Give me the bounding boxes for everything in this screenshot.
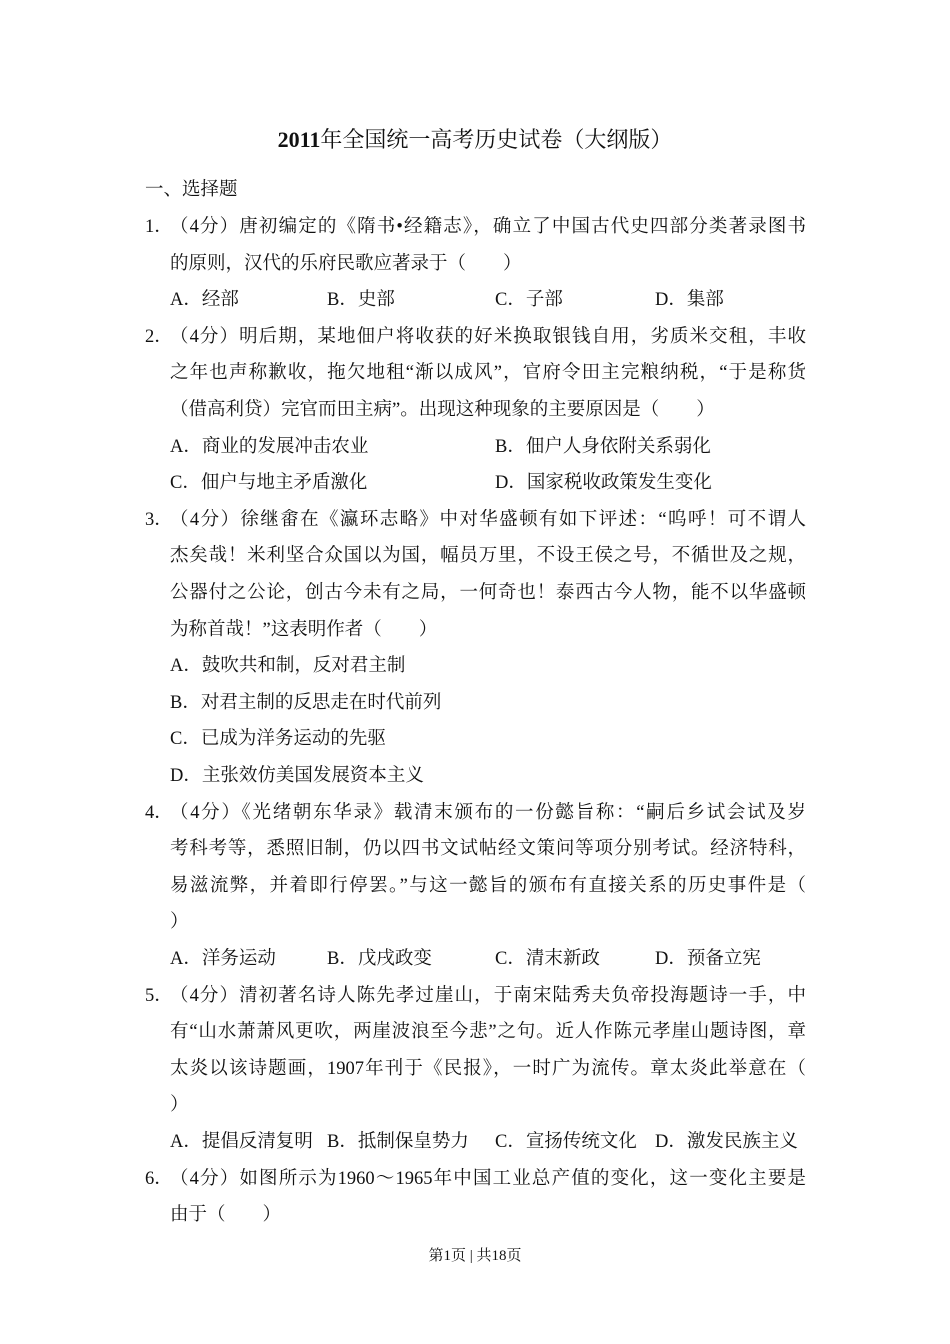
question-text: 清初著名诗人陈先孝过崖山，于南宋陆秀夫负帝投海题诗一手，中 [239,985,806,1006]
choice-a[interactable] [170,652,405,680]
section-heading: 一、选择题 [145,180,238,200]
question-text: （借高利贷）完官而田主病”。出现这种现象的主要原因是（ ） [170,400,715,420]
question-stem-line [170,835,806,863]
question-stem-line [170,872,806,900]
choice-b[interactable] [327,1128,469,1156]
choice-a[interactable] [170,1128,313,1156]
question-number: 5． [145,985,173,1006]
question-number: 2． [145,326,173,347]
question-text: 之年也声称歉收，拖欠地租“渐以成风”，官府令田主完粮纳税，“于是称货 [170,363,806,384]
question-text: 太炎以该诗题画，1907年刊于《民报》，一时广为流传。章太炎此举意在（ [170,1058,806,1079]
question-stem-line [170,213,806,241]
question-text: 为称首哉！”这表明作者（ ） [170,619,438,640]
choice-c[interactable] [495,945,600,973]
choice-label: A． [170,949,202,969]
question-stem-line [170,982,806,1010]
choice-label: A． [170,1132,202,1152]
question-stem-line [170,250,806,278]
question-text: 有“山水萧萧风更吹，两崖波浪至今悲”之句。近人作陈元孝崖山题诗图，章 [170,1022,806,1043]
question-text: 如图所示为1960～1965年中国工业总产值的变化，这一变化主要是 [239,1168,806,1189]
question-stem-line [170,616,806,644]
choice-label: C． [495,1132,526,1152]
choice-text: 已成为洋务运动的先驱 [200,729,386,750]
choice-label: D． [495,473,527,494]
question-number: 3． [145,509,173,530]
choice-label: B． [327,1132,358,1152]
choice-text: 提倡反清复明 [201,1132,313,1152]
choice-label: C． [495,949,526,969]
question-stem-line [170,1055,806,1083]
choice-label: D． [170,766,202,786]
question-stem-line [170,359,806,387]
choice-text: 国家税收政策发生变化 [526,473,712,494]
question-text: 明后期，某地佃户将收获的好米换取银钱自用，劣质米交租，丰收 [239,326,806,347]
question-stem-line [170,506,806,534]
choice-c[interactable] [170,725,386,753]
question-text: 易滋流弊，并着即行停罢。”与这一懿旨的颁布有直接关系的历史事件是（ [170,875,806,896]
choice-label: C． [170,729,201,750]
question-score: （4分） [170,802,242,823]
choice-label: D． [655,290,687,311]
choice-text: 集部 [686,290,724,311]
choice-c[interactable] [495,1128,637,1156]
choice-label: B． [327,949,358,969]
choice-b[interactable] [327,286,395,314]
choice-b[interactable] [170,689,441,717]
choice-a[interactable] [170,433,368,461]
question-score: （4分） [170,217,240,237]
choice-text: 佃户人身依附关系弱化 [525,436,711,457]
choice-d[interactable] [495,469,712,497]
question-stem-line [170,396,806,424]
page-footer: 第1页 | 共18页 [428,1248,522,1264]
choice-text: 商业的发展冲击农业 [201,436,369,457]
question-text: 徐继畬在《瀛环志略》中对华盛顿有如下评述：“呜呼！可不谓人 [240,509,806,530]
question-stem-line [170,1201,806,1229]
choice-text: 史部 [357,290,395,311]
question-text: 由于（ ） [170,1205,282,1226]
choice-text: 经部 [201,290,239,311]
title-year: 2011 [277,127,321,152]
choice-label: D． [655,1132,687,1152]
choice-text: 对君主制的反思走在时代前列 [200,692,442,713]
choice-text: 子部 [525,290,563,311]
question-stem-line [170,908,806,936]
page-title [0,124,950,156]
choice-text: 洋务运动 [201,949,276,969]
choice-text: 主张效仿美国发展资本主义 [201,766,424,786]
question-text: 杰矣哉！米利坚合众国以为国，幅员万里，不设王侯之号，不循世及之规， [170,546,806,567]
question-stem-line [170,1165,806,1193]
choice-text: 激发民族主义 [686,1132,798,1152]
choice-text: 戊戌政变 [357,949,432,969]
choice-label: B． [170,692,201,713]
question-score: （4分） [170,985,240,1006]
choice-text: 鼓吹共和制，反对君主制 [201,656,406,677]
question-stem-line [170,1091,806,1119]
choice-text: 抵制保皇势力 [357,1132,469,1152]
question-text: 公器付之公论，创古今未有之局，一何奇也！泰西古今人物，能不以华盛顿 [170,583,806,603]
choice-label: A． [170,656,202,677]
question-stem-line [170,1018,806,1046]
question-text: 《光绪朝东华录》载清末颁布的一份懿旨称：“嗣后乡试会试及岁 [241,802,806,823]
question-stem-line [170,579,806,607]
question-stem-line [170,799,806,827]
question-stem-line [170,542,806,570]
choice-c[interactable] [170,469,367,497]
question-text: ） [170,1095,189,1116]
choice-a[interactable] [170,286,239,314]
choice-text: 清末新政 [525,949,600,969]
choice-text: 预备立宪 [686,949,761,969]
question-score: （4分） [170,509,241,530]
question-number: 1． [145,217,173,237]
choice-label: C． [170,473,201,494]
choice-b[interactable] [327,945,432,973]
choice-text: 佃户与地主矛盾激化 [200,473,368,494]
question-score: （4分） [170,326,240,347]
question-text: 的原则，汉代的乐府民歌应著录于（ ） [170,253,522,274]
choice-a[interactable] [170,945,276,973]
choice-d[interactable] [655,1128,798,1156]
question-score: （4分） [170,1168,240,1189]
question-text: 考科考等，悉照旧制，仍以四书文试帖经文策问等项分别考试。经济特科， [170,839,806,860]
choice-text: 宣扬传统文化 [525,1132,637,1152]
choice-label: D． [655,949,687,969]
question-text: ） [170,912,189,933]
choice-label: B． [327,290,358,311]
choice-label: A． [170,436,202,457]
choice-label: A． [170,290,202,311]
question-stem-line [170,323,806,351]
choice-d[interactable] [655,286,724,314]
question-number: 4． [145,802,173,823]
choice-d[interactable] [655,945,761,973]
question-text: 唐初编定的《隋书•经籍志》，确立了中国古代史四部分类著录图书 [239,217,806,237]
choice-label: C． [495,290,526,311]
choice-b[interactable] [495,433,711,461]
question-number: 6． [145,1168,173,1189]
choice-label: B． [495,436,526,457]
choice-d[interactable] [170,762,424,790]
title-text: 年全国统一高考历史试卷（大纲版） [320,127,673,152]
choice-c[interactable] [495,286,563,314]
